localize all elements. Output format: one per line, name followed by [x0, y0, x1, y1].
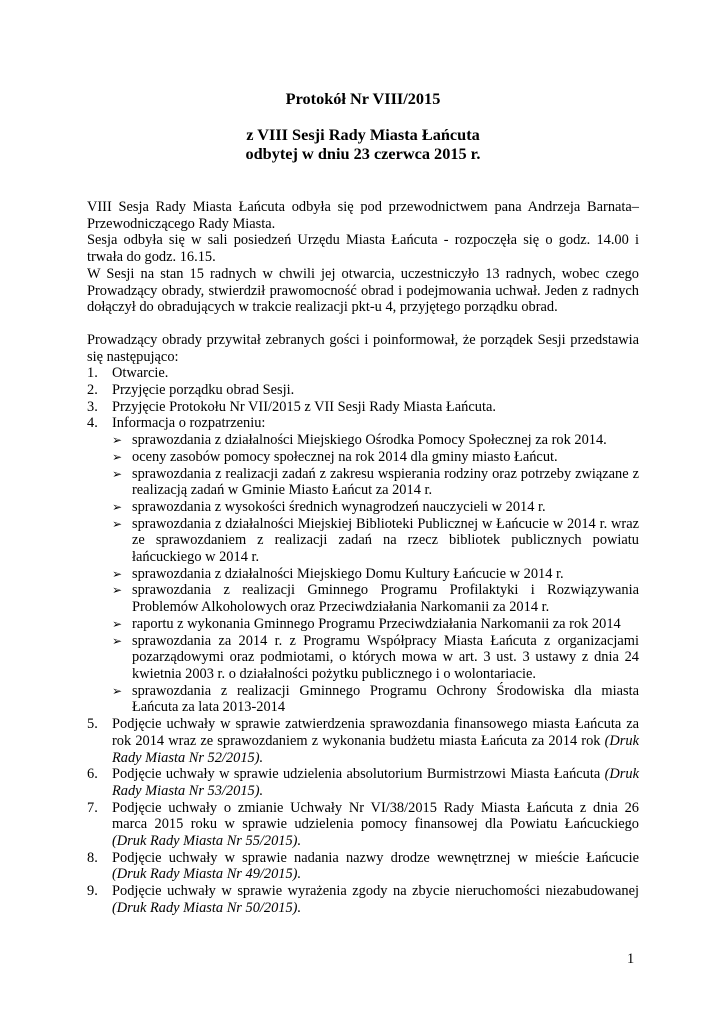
sub-item-text: sprawozdania z działalności Miejskiego Ośrodka Pomocy Społecznej za rok 2014.: [132, 432, 607, 449]
agenda-text: Podjęcie uchwały w sprawie wyrażenia zgody na zbycie nieruchomości niezabudowanej: [112, 883, 639, 900]
agenda-item: [87, 883, 639, 916]
session-subtitle: z VIII Sesji Rady Miasta Łańcuta: [246, 125, 480, 144]
agenda-item: [87, 766, 639, 799]
druk-reference: (Druk Rady Miasta Nr 53/2015).: [112, 766, 639, 799]
agenda-item: [87, 382, 639, 399]
sub-item-text: raportu z wykonania Gminnego Programu Przeciwdziałania Narkomanii za rok 2014: [132, 615, 621, 632]
sub-item: [112, 582, 639, 615]
spacer: [87, 316, 639, 332]
agenda-item: [87, 850, 639, 883]
agenda-number: 8.: [87, 849, 98, 866]
agenda-number: 1.: [87, 365, 98, 382]
agenda-number: 5.: [87, 716, 98, 733]
druk-reference: (Druk Rady Miasta Nr 55/2015).: [112, 833, 302, 850]
agenda-number: 6.: [87, 766, 98, 783]
sub-item: [112, 516, 639, 566]
document-title: Protokół Nr VIII/2015: [285, 89, 441, 108]
intro-paragraph-chair: VIII Sesja Rady Miasta Łańcuta odbyła się pod przewodnictwem pana Andrzeja Barnata– Przewodniczącego Rady Miasta.: [87, 199, 639, 232]
druk-reference: (Druk Rady Miasta Nr 49/2015).: [112, 866, 302, 883]
arrow-bullet-icon: ➢: [112, 516, 123, 531]
intro-paragraph-venue: Sesja odbyła się w sali posiedzeń Urzędu Miasta Łańcuta - rozpoczęła się o godz. 14.00 i trwała do godz. 16.15.: [87, 232, 639, 266]
agenda-text: Podjęcie uchwały w sprawie zatwierdzenia sprawozdania finansowego miasta Łańcuta za rok 2014 wraz ze sprawozdaniem z wykonania budżetu miasta Łańcuta za 2014 rok: [112, 716, 639, 749]
agenda-text: Przyjęcie porządku obrad Sesji.: [112, 382, 295, 399]
agenda-number: 3.: [87, 398, 98, 415]
druk-reference: (Druk Rady Miasta Nr 52/2015).: [112, 732, 639, 766]
agenda-number: 4.: [87, 415, 98, 432]
sub-item-text: sprawozdania z działalności Miejskiej Biblioteki Publicznej w Łańcucie w 2014 r. wraz ze sprawozdaniem z realizacji zadań na rzecz bibliotek publicznych powiatu łańcuckiego w 2014 r.: [132, 515, 639, 566]
arrow-bullet-icon: ➢: [112, 616, 123, 631]
agenda-item: [87, 716, 639, 766]
sub-item-text: sprawozdania z działalności Miejskiego Domu Kultury Łańcucie w 2014 r.: [132, 565, 564, 582]
sub-item-text: sprawozdania za 2014 r. z Programu Współpracy Miasta Łańcuta z organizacjami pozarządowymi oraz podmiotami, o których mowa w art. 3 ust. 3 ustawy z dnia 24 kwietnia 2003 r. o działalności pożytku publicznego i o wolontariacie.: [132, 632, 639, 682]
agenda-text: Podjęcie uchwały o zmianie Uchwały Nr VI/38/2015 Rady Miasta Łańcuta z dnia 26 marca 2015 roku w sprawie udzielenia pomocy finansowej dla Powiatu Łańcuckiego: [112, 799, 639, 833]
sub-item: [112, 616, 639, 633]
arrow-bullet-icon: ➢: [112, 683, 123, 698]
document-body: [87, 89, 639, 917]
arrow-bullet-icon: ➢: [112, 499, 123, 514]
agenda-text: Otwarcie.: [112, 365, 169, 382]
arrow-bullet-icon: ➢: [112, 449, 123, 464]
agenda-number: 7.: [87, 799, 98, 816]
sub-item-text: oceny zasobów pomocy społecznej na rok 2014 dla gminy miasto Łańcut.: [132, 448, 558, 465]
agenda-intro: Prowadzący obrady przywitał zebranych gości i poinformował, że porządek Sesji przedstawia się następująco:: [87, 331, 639, 365]
report-sublist: [112, 432, 639, 716]
sub-item: [112, 683, 639, 716]
sub-item: [112, 566, 639, 583]
agenda-item: [87, 800, 639, 850]
agenda-number: 2.: [87, 382, 98, 399]
agenda-text: Podjęcie uchwały w sprawie udzielenia absolutorium Burmistrzowi Miasta Łańcuta: [112, 766, 605, 783]
sub-item-text: sprawozdania z realizacji Gminnego Programu Profilaktyki i Rozwiązywania Problemów Alkoholowych oraz Przeciwdziałania Narkomanii za 2014 r.: [132, 582, 639, 616]
sub-item: [112, 633, 639, 683]
agenda-text: Podjęcie uchwały w sprawie nadania nazwy drodze wewnętrznej w mieście Łańcucie: [112, 849, 639, 866]
arrow-bullet-icon: ➢: [112, 566, 123, 581]
agenda-list: [87, 365, 639, 916]
sub-item: [112, 466, 639, 499]
agenda-item: [87, 399, 639, 416]
arrow-bullet-icon: ➢: [112, 633, 123, 648]
sub-item-text: sprawozdania z realizacji Gminnego Programu Ochrony Środowiska dla miasta Łańcuta za lata 2013-2014: [132, 682, 639, 716]
arrow-bullet-icon: ➢: [112, 583, 123, 598]
sub-item: [112, 432, 639, 449]
spacer: [87, 163, 639, 183]
arrow-bullet-icon: ➢: [112, 433, 123, 448]
arrow-bullet-icon: ➢: [112, 466, 123, 481]
intro-paragraph-quorum: W Sesji na stan 15 radnych w chwili jej otwarcia, uczestniczyło 13 radnych, wobec czego Prowadzący obrady, stwierdził prawomocność obrad i podejmowania uchwał. Jeden z radnych dołączył do obradujących w trakcie realizacji pkt-u 4, przyjętego porządku obrad.: [87, 265, 639, 316]
sub-item-text: sprawozdania z realizacji zadań z zakresu wspierania rodziny oraz potrzeby związane z realizacją zadań w Gminie Miasto Łańcut za 2014 r.: [132, 465, 639, 499]
agenda-item: [87, 365, 639, 382]
spacer: [87, 183, 639, 199]
druk-reference: (Druk Rady Miasta Nr 50/2015).: [112, 899, 302, 916]
agenda-text: Przyjęcie Protokołu Nr VII/2015 z VII Sesji Rady Miasta Łańcuta.: [112, 398, 496, 415]
sub-item-text: sprawozdania z wysokości średnich wynagrodzeń nauczycieli w 2014 r.: [132, 498, 546, 515]
session-date: odbytej w dniu 23 czerwca 2015 r.: [245, 144, 481, 163]
sub-item: [112, 449, 639, 466]
agenda-text: Informacja o rozpatrzeniu:: [112, 415, 266, 432]
agenda-item: [87, 415, 639, 716]
sub-item: [112, 499, 639, 516]
agenda-number: 9.: [87, 883, 98, 900]
page-number: 1: [627, 951, 635, 967]
